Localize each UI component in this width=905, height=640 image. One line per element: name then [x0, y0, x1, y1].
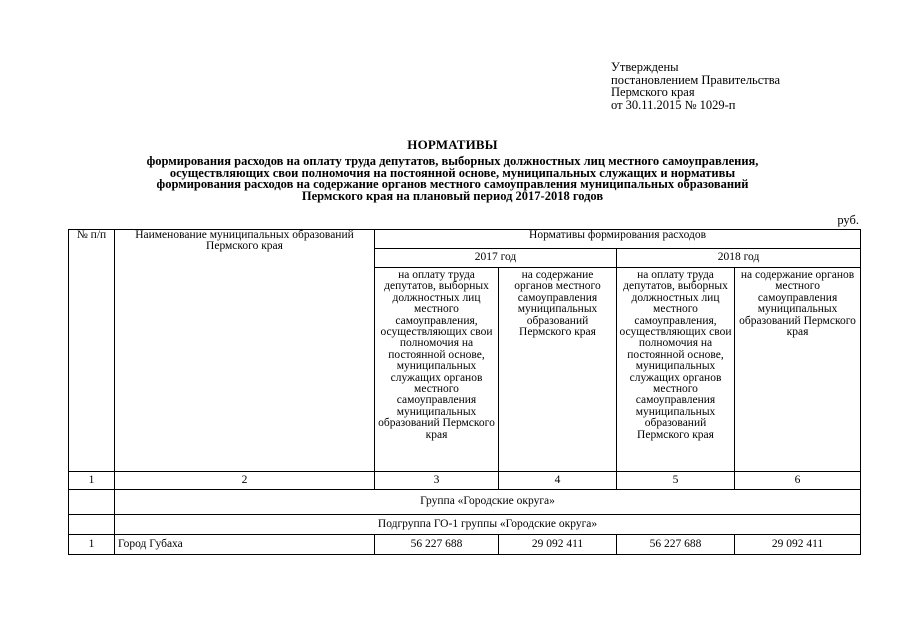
header-name: Наименование муниципальных образований Пермского края [115, 230, 375, 472]
norms-table [68, 229, 861, 555]
subgroup-label: Подгруппа ГО-1 группы «Городские округа» [115, 515, 861, 535]
approval-line: постановлением Правительства [611, 72, 781, 87]
header-salary-2018: на оплату труда депутатов, выборных должностных лиц местного самоуправления, осуществляющих свои полномочия на постоянной основе, муниципальных служащих органов местного самоуправления муниципальных образований Пермского края [617, 268, 735, 472]
row-salary-2018: 56 227 688 [617, 535, 735, 555]
approval-block [611, 61, 780, 111]
approval-line: Пермского края [611, 85, 695, 100]
subtitle-line: Пермского края на плановый период 2017-2018 годов [301, 188, 604, 203]
header-salary-2017: на оплату труда депутатов, выборных должностных лиц местного самоуправления, осуществляющих свои полномочия на постоянной основе, муниципальных служащих органов местного самоуправления муниципальных образований Пермского края [375, 268, 499, 472]
group-label: Группа «Городские округа» [115, 490, 861, 515]
header-upkeep-2017: на содержание органов местного самоуправления муниципальных образований Пермского края [499, 268, 617, 472]
subgroup-num-cell [69, 515, 115, 535]
header-upkeep-2018: на содержание органов местного самоуправления муниципальных образований Пермского края [735, 268, 861, 472]
currency-unit: руб. [837, 213, 859, 227]
document-title: НОРМАТИВЫ [407, 137, 498, 152]
header-year-2017: 2017 год [375, 249, 617, 268]
row-upkeep-2017: 29 092 411 [499, 535, 617, 555]
column-index: 2 [115, 472, 375, 490]
column-index: 6 [735, 472, 861, 490]
column-index: 3 [375, 472, 499, 490]
approval-line: Утверждены [611, 60, 679, 74]
subtitle-line: формирования расходов на содержание органов местного самоуправления муниципальных образований [156, 177, 749, 192]
table-row [69, 535, 861, 555]
row-num: 1 [69, 535, 115, 555]
subtitle-line: осуществляющих свои полномочия на постоянной основе, муниципальных служащих и нормативы [169, 165, 736, 180]
row-upkeep-2018: 29 092 411 [735, 535, 861, 555]
approval-line: от 30.11.2015 № 1029-п [611, 97, 736, 112]
header-norms: Нормативы формирования расходов [375, 230, 861, 249]
column-index: 5 [617, 472, 735, 490]
row-name: Город Губаха [115, 535, 375, 555]
row-salary-2017: 56 227 688 [375, 535, 499, 555]
header-year-2018: 2018 год [617, 249, 861, 268]
column-index: 1 [69, 472, 115, 490]
column-index: 4 [499, 472, 617, 490]
subtitle-line: формирования расходов на оплату труда депутатов, выборных должностных лиц местного самоуправления, [146, 154, 759, 168]
document-subtitle [60, 156, 845, 202]
group-num-cell [69, 490, 115, 515]
header-num: № п/п [69, 230, 115, 472]
